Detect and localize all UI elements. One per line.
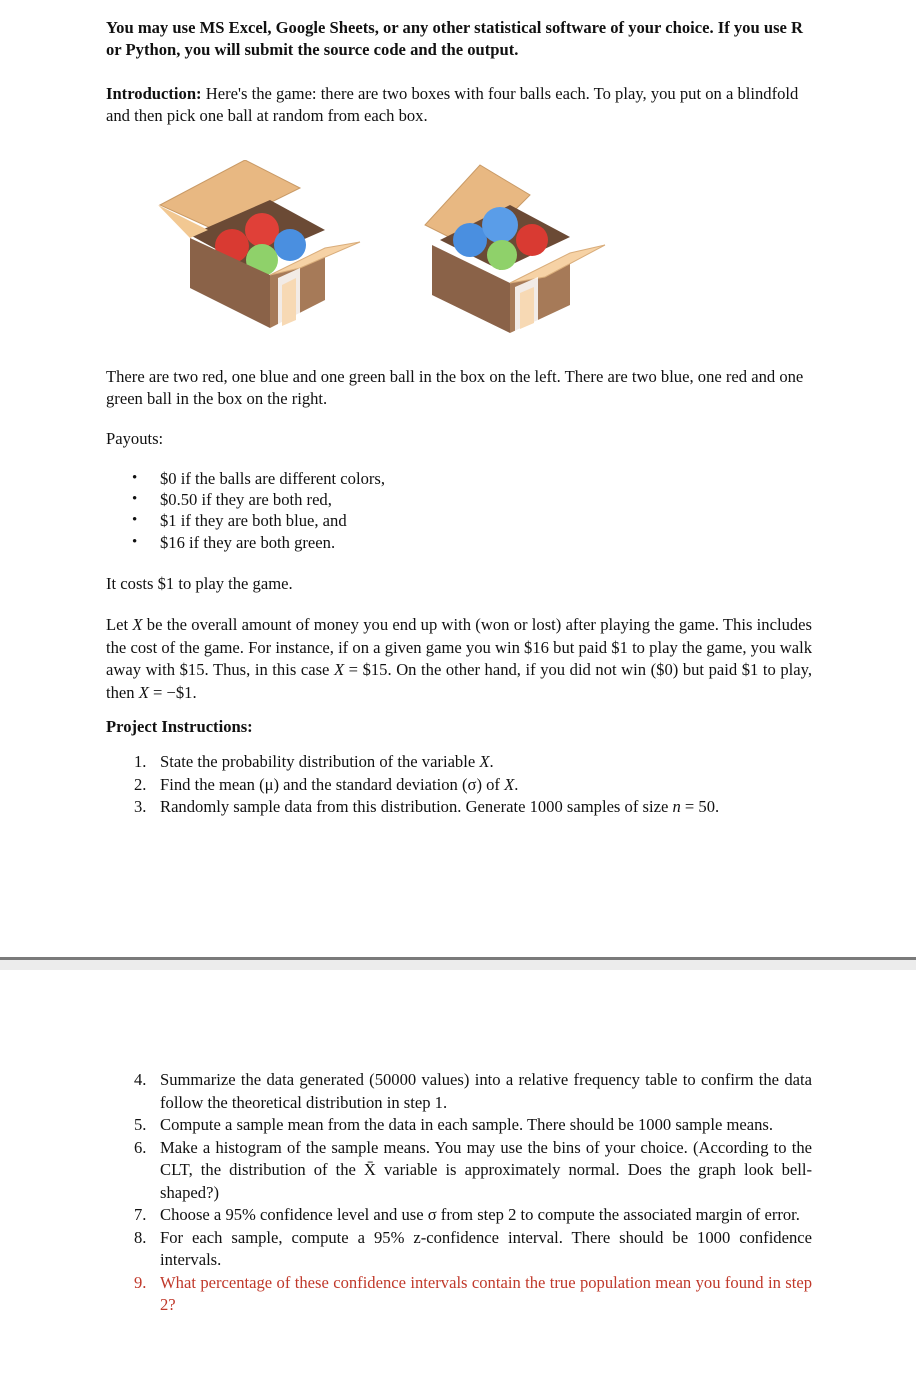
payout-item: • $0 if the balls are different colors, xyxy=(106,468,706,489)
right-box-illustration xyxy=(420,155,620,335)
step-text-end: = 50. xyxy=(680,797,720,816)
instruction-step xyxy=(106,1204,812,1227)
step-variable: X xyxy=(479,752,490,771)
step-number: 1. xyxy=(134,752,147,771)
boxes-description: There are two red, one blue and one green ball in the box on the left. There are two blue, one red and one green ball in the box on the right. xyxy=(106,367,804,408)
instruction-steps-page1 xyxy=(106,751,812,819)
instruction-step xyxy=(106,1137,812,1205)
instruction-step xyxy=(106,1227,812,1272)
right-box-blue-ball-2 xyxy=(482,207,518,243)
variable-x: X xyxy=(138,682,149,702)
page-divider xyxy=(0,957,916,970)
step-text: State the probability distribution of the variable xyxy=(160,752,480,771)
step-text-end: . xyxy=(489,752,494,771)
step-number: 5. xyxy=(134,1115,147,1134)
step-variable: X xyxy=(504,774,515,794)
intro-paragraph xyxy=(106,83,812,126)
step-number: 3. xyxy=(134,797,147,816)
step-text: Compute a sample mean from the data in each sample. There should be 1000 sample means. xyxy=(160,1115,774,1134)
definition-text-4: = −$1. xyxy=(148,682,197,702)
payout-item: • $0.50 if they are both red, xyxy=(106,489,706,510)
step-text: For each sample, compute a 95% z-confidence interval. There should be 1000 confidence intervals. xyxy=(160,1227,812,1269)
step-text-end: . xyxy=(514,774,519,794)
step-number: 4. xyxy=(134,1070,147,1089)
right-box-green-ball xyxy=(487,240,517,270)
instruction-step xyxy=(106,796,812,819)
step-text: Randomly sample data from this distribution. Generate 1000 samples of size xyxy=(160,797,673,816)
instruction-step xyxy=(106,751,812,774)
definition-text-2: be the overall amount of money you end up with (won or lost) after playing the game. This includes the cost of the game. For instance, if on a given game you win $16 but paid $1 to play the game, you walk away with $15. Thus, in this case xyxy=(106,615,812,679)
instructions-heading: Project Instructions: xyxy=(106,717,253,736)
instruction-step xyxy=(106,1114,812,1137)
cost-note: It costs $1 to play the game. xyxy=(106,574,293,593)
step-number: 9. xyxy=(134,1272,147,1292)
step-text: What percentage of these confidence intervals contain the true population mean you found in step 2? xyxy=(160,1272,812,1314)
variable-x: X xyxy=(132,615,143,634)
payout-item: • $1 if they are both blue, and xyxy=(106,510,706,531)
right-box-blue-ball-1 xyxy=(453,223,487,257)
step-number: 6. xyxy=(134,1137,147,1157)
step-text: Make a histogram of the sample means. You may use the bins of your choice. (According to the CLT, the distribution of the X̄ variable is approximately normal. Does the graph look bell-shaped?) xyxy=(160,1137,812,1202)
intro-text: Here's the game: there are two boxes with four balls each. To play, you put on a blindfold and then pick one ball at random from each box. xyxy=(106,84,799,125)
left-box-illustration xyxy=(150,160,365,335)
step-number: 7. xyxy=(134,1205,147,1224)
step-variable: n xyxy=(672,797,681,816)
software-note: You may use MS Excel, Google Sheets, or any other statistical software of your choice. If you use R or Python, you will submit the source code and the output. xyxy=(106,18,804,59)
step-text: Choose a 95% confidence level and use σ from step 2 to compute the associated margin of error. xyxy=(160,1205,800,1224)
definition-text-3: = $15. On the other hand, if you did not win ($0) but paid $1 to play, then xyxy=(106,660,813,702)
instruction-step xyxy=(106,774,812,797)
definition-text-1: Let xyxy=(106,615,133,634)
left-box-blue-ball xyxy=(274,229,306,261)
step-number: 8. xyxy=(134,1227,147,1247)
instruction-step xyxy=(106,1069,812,1114)
instruction-step-highlighted xyxy=(106,1272,812,1317)
instruction-steps-page2 xyxy=(106,1069,812,1317)
left-box-red-ball-2 xyxy=(245,213,279,247)
step-number: 2. xyxy=(134,774,147,794)
right-box-red-ball xyxy=(516,224,548,256)
variable-x: X xyxy=(333,660,345,679)
document-page-2 xyxy=(0,970,916,1380)
step-text: Find the mean (μ) and the standard deviation (σ) of xyxy=(160,774,505,794)
definition-paragraph xyxy=(106,614,812,704)
step-text: Summarize the data generated (50000 values) into a relative frequency table to confirm the data follow the theoretical distribution in step 1. xyxy=(160,1070,812,1112)
payouts-heading: Payouts: xyxy=(106,429,164,448)
payouts-list xyxy=(106,468,706,553)
intro-label: Introduction: xyxy=(106,84,202,103)
payout-item: • $16 if they are both green. xyxy=(106,532,706,553)
